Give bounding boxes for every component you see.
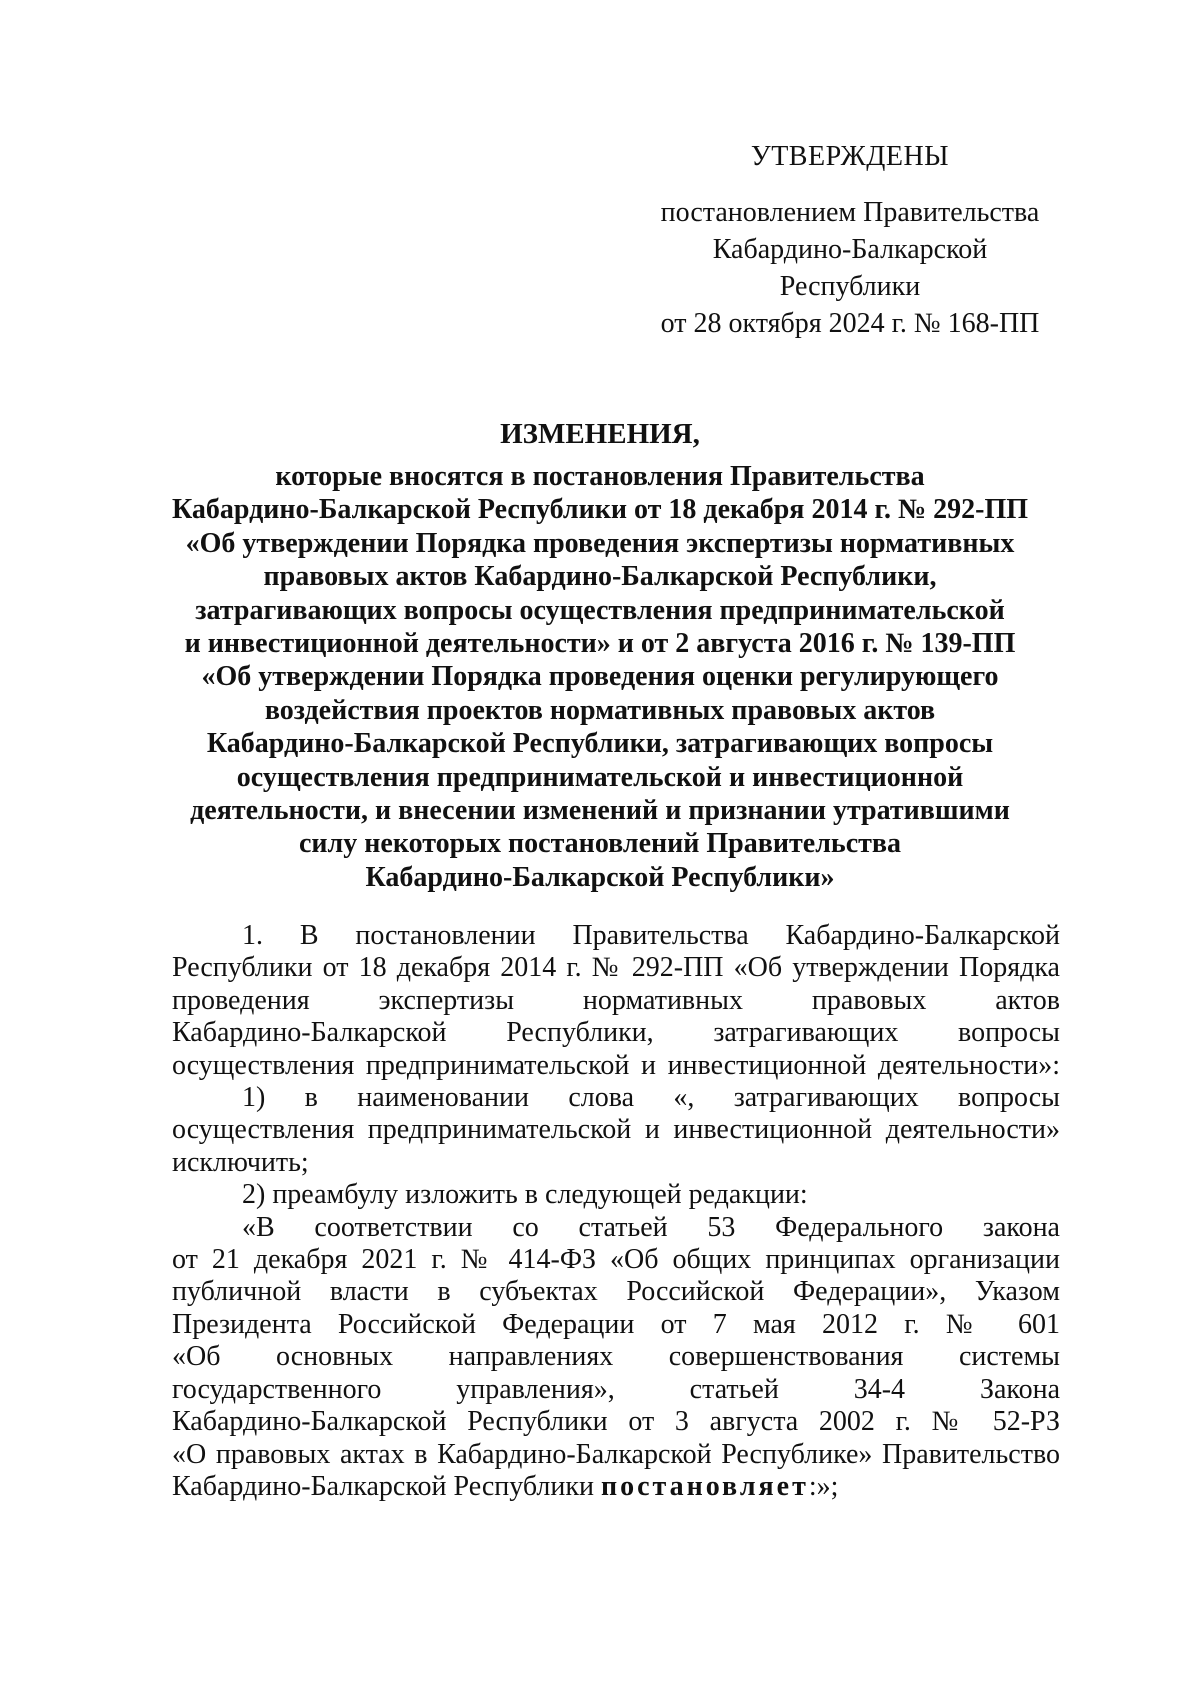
title-line: и инвестиционной деятельности» и от 2 августа 2016 г. № 139-ПП [184, 628, 1016, 660]
body-line: Кабардино-Балкарской Республики [172, 1470, 594, 1502]
title-line: воздействия проектов нормативных правовых актов [264, 694, 936, 726]
title-line: «Об утверждении Порядка проведения экспертизы нормативных [185, 527, 1015, 559]
title-line: «Об утверждении Порядка проведения оценки регулирующего [201, 661, 999, 693]
body-line: «В соответствии со статьей 53 Федерального закона [242, 1211, 1060, 1243]
title-line: которые вносятся в постановления Правительства [275, 461, 925, 492]
body-line: 1) в наименовании слова «, затрагивающих вопросы [242, 1082, 1060, 1114]
body-line: государственного управления», статьей 34-4 Закона [172, 1373, 1060, 1405]
body-line: 1. В постановлении Правительства Кабардино-Балкарской [242, 920, 1060, 951]
approval-line: Кабардино-Балкарской Республики [712, 234, 988, 302]
body-line: Президента Российской Федерации от 7 мая 2012 г. № 601 [172, 1308, 1060, 1340]
body-line: публичной власти в субъектах Российской Федерации», Указом [172, 1276, 1060, 1308]
approval-block [640, 138, 1060, 342]
body-line: Республики от 18 декабря 2014 г. № 292-ПП «Об утверждении Порядка [172, 952, 1060, 984]
body-line: осуществления предпринимательской и инвестиционной деятельности»: [172, 1049, 1060, 1081]
body-line: Кабардино-Балкарской Республики, затрагивающих вопросы [172, 1017, 1060, 1049]
title-line: деятельности, и внесении изменений и признании утратившими [190, 795, 1010, 827]
approval-stamp: УТВЕРЖДЕНЫ [750, 141, 950, 172]
body-line: «О правовых актах в Кабардино-Балкарской Республике» Правительство [172, 1438, 1060, 1470]
title-line: Кабардино-Балкарской Республики, затрагивающих вопросы [206, 728, 994, 760]
title-line: Кабардино-Балкарской Республики от 18 декабря 2014 г. № 292-ПП [171, 494, 1029, 526]
decree-word: постановляет [600, 1470, 809, 1502]
body-line: проведения экспертизы нормативных правовых актов [172, 984, 1060, 1016]
title-heading: ИЗМЕНЕНИЯ, [500, 418, 700, 450]
body-line-tail: :»; [808, 1470, 839, 1502]
body-line: осуществления предпринимательской и инвестиционной деятельности» [172, 1114, 1060, 1146]
approval-line: от 28 октября 2024 г. № 168-ПП [660, 308, 1040, 339]
title-line: осуществления предпринимательской и инвестиционной [236, 761, 964, 793]
document-title [150, 418, 1050, 894]
title-line: затрагивающих вопросы осуществления предпринимательской [195, 594, 1005, 626]
body-line: от 21 декабря 2021 г. № 414-ФЗ «Об общих принципах организации [172, 1244, 1060, 1276]
body-line: «Об основных направлениях совершенствования системы [172, 1341, 1060, 1373]
title-line: Кабардино-Балкарской Республики» [365, 861, 835, 893]
approval-line: постановлением Правительства [660, 197, 1040, 228]
body-line: исключить; [172, 1146, 309, 1178]
body-line: Кабардино-Балкарской Республики от 3 августа 2002 г. № 52-РЗ [172, 1406, 1060, 1438]
body-line: 2) преамбулу изложить в следующей редакции: [242, 1179, 808, 1211]
title-line: силу некоторых постановлений Правительства [298, 828, 902, 860]
document-body [172, 920, 1060, 1503]
body-last-line [172, 1471, 1060, 1503]
title-line: правовых актов Кабардино-Балкарской Республики, [263, 561, 937, 593]
